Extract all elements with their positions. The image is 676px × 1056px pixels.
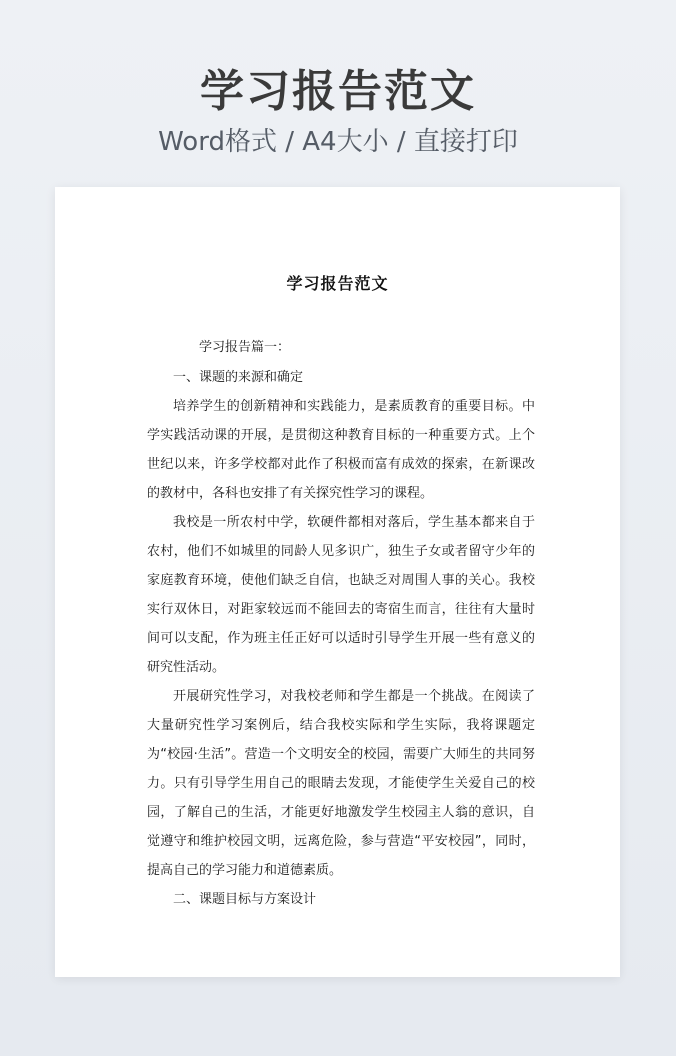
- document-title: 学习报告范文: [286, 274, 389, 293]
- paragraph-1: 培养学生的创新精神和实践能力，是素质教育的重要目标。中学实践活动课的开展，是贯彻这种教育目标的一种重要方式。上个世纪以来，许多学校都对此作了积极而富有成效的探索，在新课改的教材中，各科也安排了有关探究性学习的课程。: [147, 399, 535, 501]
- page-title: 学习报告范文: [200, 66, 476, 117]
- paragraph-3: 开展研究性学习，对我校老师和学生都是一个挑战。在阅读了大量研究性学习案例后，结合我校实际和学生实际，我将课题定为“校园·生活”。营造一个文明安全的校园，需要广大师生的共同努力。只有引导学生用自己的眼睛去发现，才能使学生关爱自己的校园，了解自己的生活，才能更好地激发学生校园主人翁的意识，自觉遵守和维护校园文明，远离危险，参与营造“平安校园”，同时，提高自己的学习能力和道德素质。: [147, 689, 535, 878]
- heading-2: 二、课题目标与方案设计: [173, 892, 317, 907]
- header: [0, 62, 676, 160]
- section-label: 学习报告篇一：: [199, 340, 291, 355]
- heading-1: 一、课题的来源和确定: [173, 370, 304, 385]
- paragraph-2: 我校是一所农村中学，软硬件都相对落后，学生基本都来自于农村，他们不如城里的同龄人见多识广，独生子女或者留守少年的家庭教育环境，使他们缺乏自信，也缺乏对周围人事的关心。我校实行双休日，对距家较远而不能回去的寄宿生而言，往往有大量时间可以支配，作为班主任正好可以适时引导学生开展一些有意义的研究性活动。: [147, 515, 535, 675]
- document-body: [147, 333, 535, 914]
- page-subtitle: Word格式 / A4大小 / 直接打印: [158, 127, 518, 157]
- document-page: [55, 187, 620, 977]
